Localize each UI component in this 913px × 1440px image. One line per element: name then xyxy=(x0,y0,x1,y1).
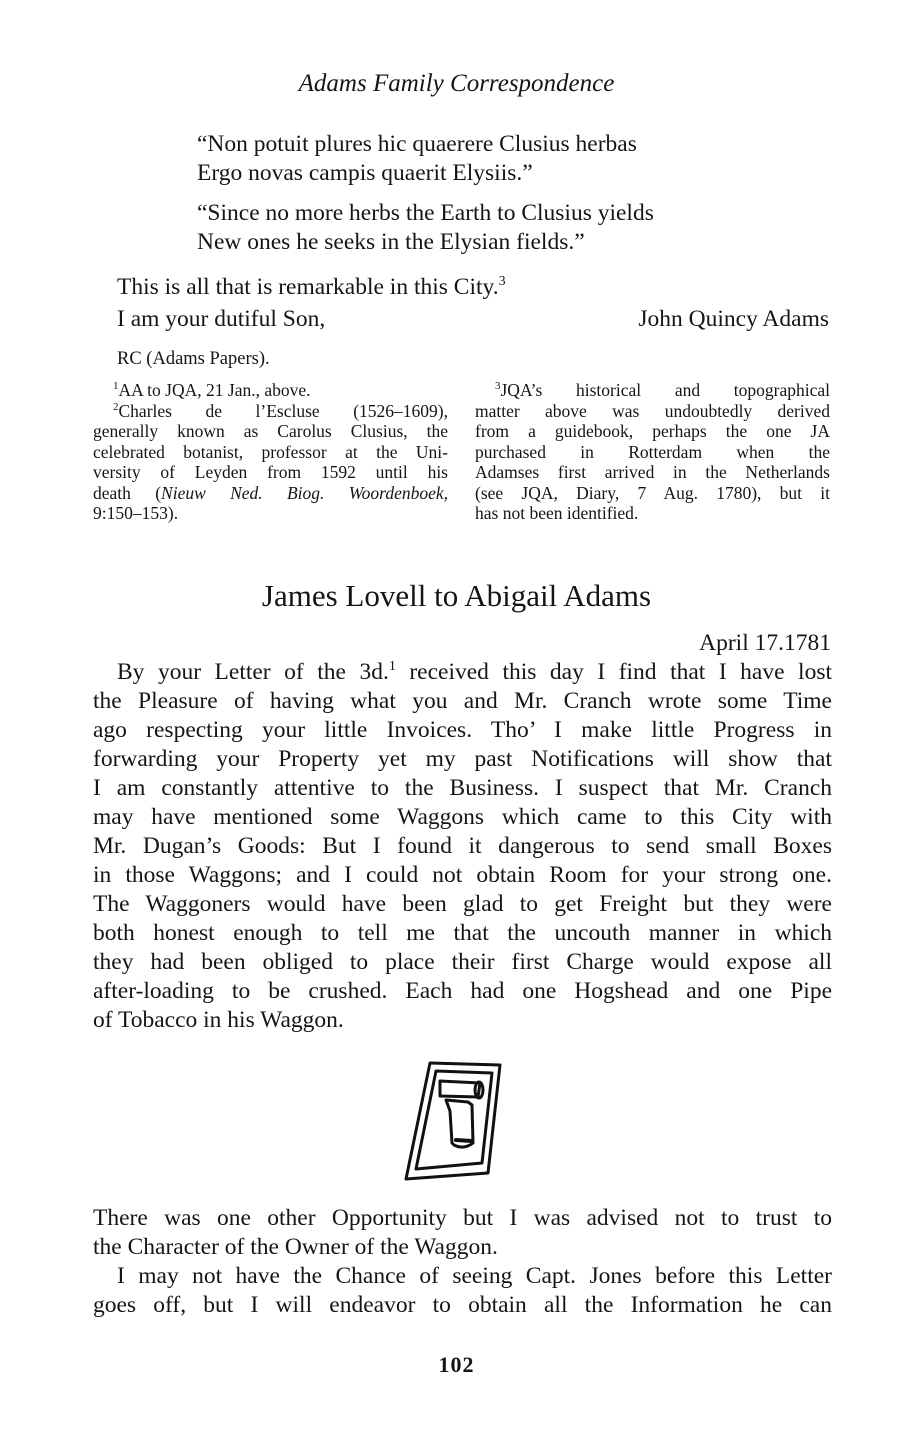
footnote-3-line-5: Adamses first arrived in the Netherlands xyxy=(475,462,830,482)
letter-para2-last: the Character of the Owner of the Waggon. xyxy=(93,1234,498,1260)
para1-line: ago respecting your little Invoices. Tho’ I make little Progress in xyxy=(93,717,832,743)
para1-line: in those Waggons; and I could not obtain Room for your strong one. xyxy=(93,862,832,888)
footnote-3-line-3: from a guidebook, perhaps the one JA xyxy=(475,421,830,441)
footnote-3-text: JQA’s historical and topographical xyxy=(500,380,830,400)
footnote-2-line-6: 9:150–153). xyxy=(93,503,179,523)
footnote-1-text: AA to JQA, 21 Jan., above. xyxy=(118,380,311,400)
footnote-3-line-1 xyxy=(475,380,830,401)
running-head: Adams Family Correspondence xyxy=(298,70,615,97)
footnote-3-line-4: purchased in Rotterdam when the xyxy=(475,441,830,462)
closing-text: This is all that is remarkable in this City. xyxy=(117,274,499,300)
letter-line-1 xyxy=(117,658,832,687)
verse-latin-line-1: “Non potuit plures hic quaerere Clusius herbas xyxy=(197,131,637,157)
signature: John Quincy Adams xyxy=(638,306,829,332)
para1-line: I am constantly attentive to the Business. I suspect that Mr. Cranch xyxy=(93,775,832,801)
page-number: 102 xyxy=(438,1352,475,1377)
footnote-3-line-6: (see JQA, Diary, 7 Aug. 1780), but it xyxy=(475,482,830,503)
hogshead-sketch-icon xyxy=(400,1055,510,1185)
verse-english-line-1: “Since no more herbs the Earth to Clusius yields xyxy=(197,200,654,226)
para1-line: The Waggoners would have been glad to get Freight but they were xyxy=(93,891,832,917)
closing-line-1 xyxy=(117,273,506,302)
verse-latin-line-2: Ergo novas campis quaerit Elysiis.” xyxy=(197,160,533,186)
letter-para1-last: of Tobacco in his Waggon. xyxy=(93,1007,344,1033)
footnotes-right xyxy=(475,380,830,524)
source-note: RC (Adams Papers). xyxy=(117,349,270,369)
closing-line-2: I am your dutiful Son, xyxy=(117,306,326,332)
footnote-3-line-2: matter above was undoubtedly derived xyxy=(475,400,830,421)
para1-line: Mr. Dugan’s Goods: But I found it dangerous to send small Boxes xyxy=(93,833,832,859)
footnote-2-line-2: generally known as Carolus Clusius, the xyxy=(93,421,448,441)
footnote-ref-3[interactable]: 3 xyxy=(498,274,506,290)
footnote-2-citation: Nieuw Ned. Biog. Woordenboek, xyxy=(161,482,448,503)
para1-line: after-loading to be crushed. Each had one Hogshead and one Pipe xyxy=(93,978,832,1004)
footnote-2-line-1 xyxy=(93,401,448,422)
footnote-ref-1[interactable]: 1 xyxy=(388,659,396,675)
footnote-marker-3: 3 xyxy=(495,380,501,393)
footnote-3-line-7: has not been identified. xyxy=(475,503,639,523)
para1-line: both honest enough to tell me that the uncouth manner in which xyxy=(93,920,832,946)
para1-line: forwarding your Property yet my past Notifications will show that xyxy=(93,746,832,772)
letter-line-1-a: By your Letter of the 3d. xyxy=(117,659,389,685)
footnotes-left xyxy=(93,380,448,524)
para1-line: the Pleasure of having what you and Mr. Cranch wrote some Time xyxy=(93,688,832,714)
footnote-2-line-3: celebrated botanist, professor at the Uni- xyxy=(93,441,448,462)
footnote-2-death: death ( xyxy=(93,482,162,503)
footnote-2-text: Charles de l’Escluse (1526–1609), xyxy=(118,400,448,421)
footnote-marker-2: 2 xyxy=(113,400,119,413)
verse-english-line-2: New ones he seeks in the Elysian fields.” xyxy=(197,229,585,255)
para3-line: goes off, but I will endeavor to obtain all the Information he can xyxy=(93,1292,832,1318)
para1-line: they had been obliged to place their first Charge would expose all xyxy=(93,949,832,975)
letter-title: James Lovell to Abigail Adams xyxy=(261,578,652,613)
para3-line: I may not have the Chance of seeing Capt. Jones before this Letter xyxy=(117,1263,832,1289)
footnote-2-line-4: versity of Leyden from 1592 until his xyxy=(93,462,448,482)
letter-date: April 17.1781 xyxy=(699,630,831,656)
para2-line: There was one other Opportunity but I was advised not to trust to xyxy=(93,1205,832,1231)
footnote-marker-1: 1 xyxy=(113,380,119,393)
footnote-1 xyxy=(93,380,448,401)
letter-line-1-b: received this day I find that I have lost xyxy=(395,659,832,685)
para1-line: may have mentioned some Waggons which came to this City with xyxy=(93,804,832,830)
footnote-2-line-5 xyxy=(93,483,448,504)
